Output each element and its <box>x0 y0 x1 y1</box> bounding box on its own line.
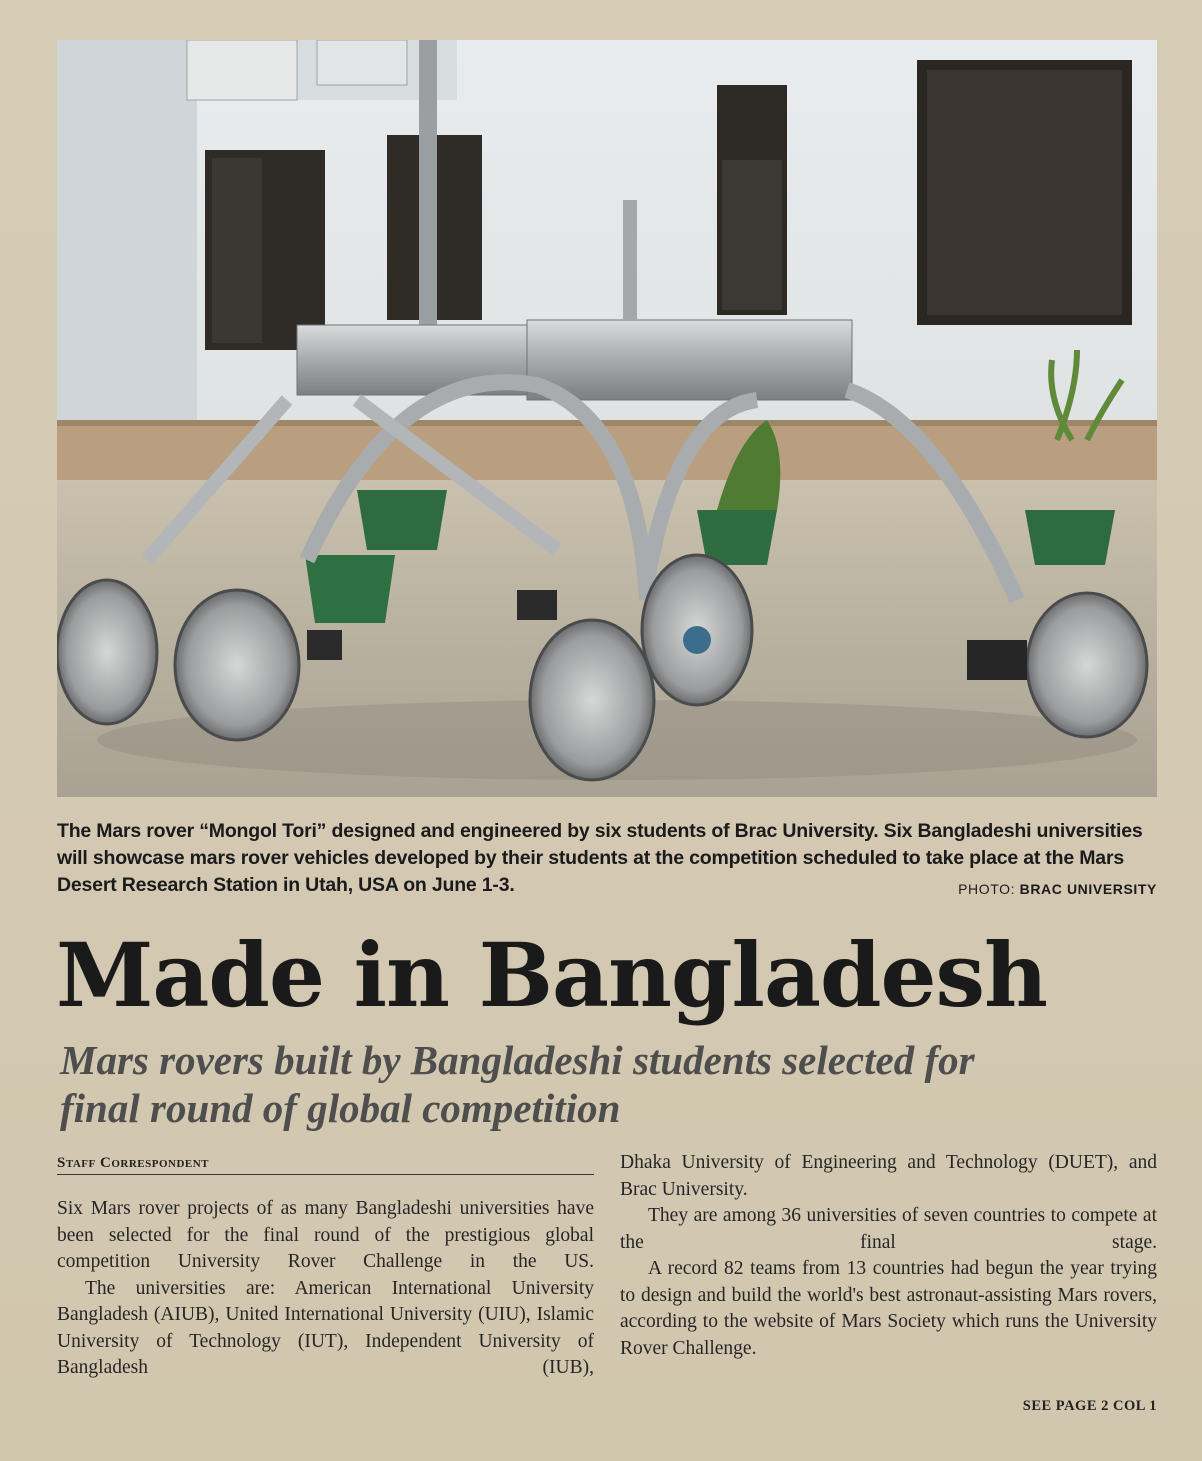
byline: Staff Correspondent <box>57 1155 594 1175</box>
headline: Made in Bangladesh <box>56 923 1048 1027</box>
rover-photo <box>57 40 1157 797</box>
subheadline: Mars rovers built by Bangladeshi students selected for final round of global competition <box>60 1037 975 1131</box>
photo-caption <box>57 818 1157 903</box>
photo-credit <box>958 876 1157 903</box>
caption-text: The Mars rover “Mongol Tori” designed and engineered by six students of Brac University. Six Bangladeshi universities will showcase mars rover vehicles developed by their students at the competition scheduled to take place at the Mars Desert Research Station in Utah, USA on June 1-3. <box>57 820 1143 896</box>
body-paragraph-4: A record 82 teams from 13 countries had begun the year trying to design and build the world's best astronaut-assisting Mars rovers, according to the website of Mars Society which runs the University Rover Challenge. <box>620 1258 1157 1359</box>
body-paragraph-2: The universities are: American International University Bangladesh (AIUB), United International University (UIU), Islamic University of Technology (IUT), Independent University of Bangladesh (IUB), <box>57 1277 594 1378</box>
article-column-left <box>57 1196 594 1382</box>
body-paragraph-3: They are among 36 universities of seven countries to compete at the final stage. <box>620 1205 1157 1253</box>
body-paragraph-2-continued: Dhaka University of Engineering and Technology (DUET), and Brac University. <box>620 1152 1157 1200</box>
article-column-right <box>620 1150 1157 1362</box>
photo-credit-source: BRAC UNIVERSITY <box>1019 881 1157 897</box>
continuation-jump: SEE PAGE 2 COL 1 <box>1022 1398 1157 1414</box>
photo-credit-label: PHOTO: <box>958 881 1016 897</box>
body-paragraph-1: Six Mars rover projects of as many Bangladeshi universities have been selected for the final round of the prestigious global competition University Rover Challenge in the US. <box>57 1198 594 1272</box>
